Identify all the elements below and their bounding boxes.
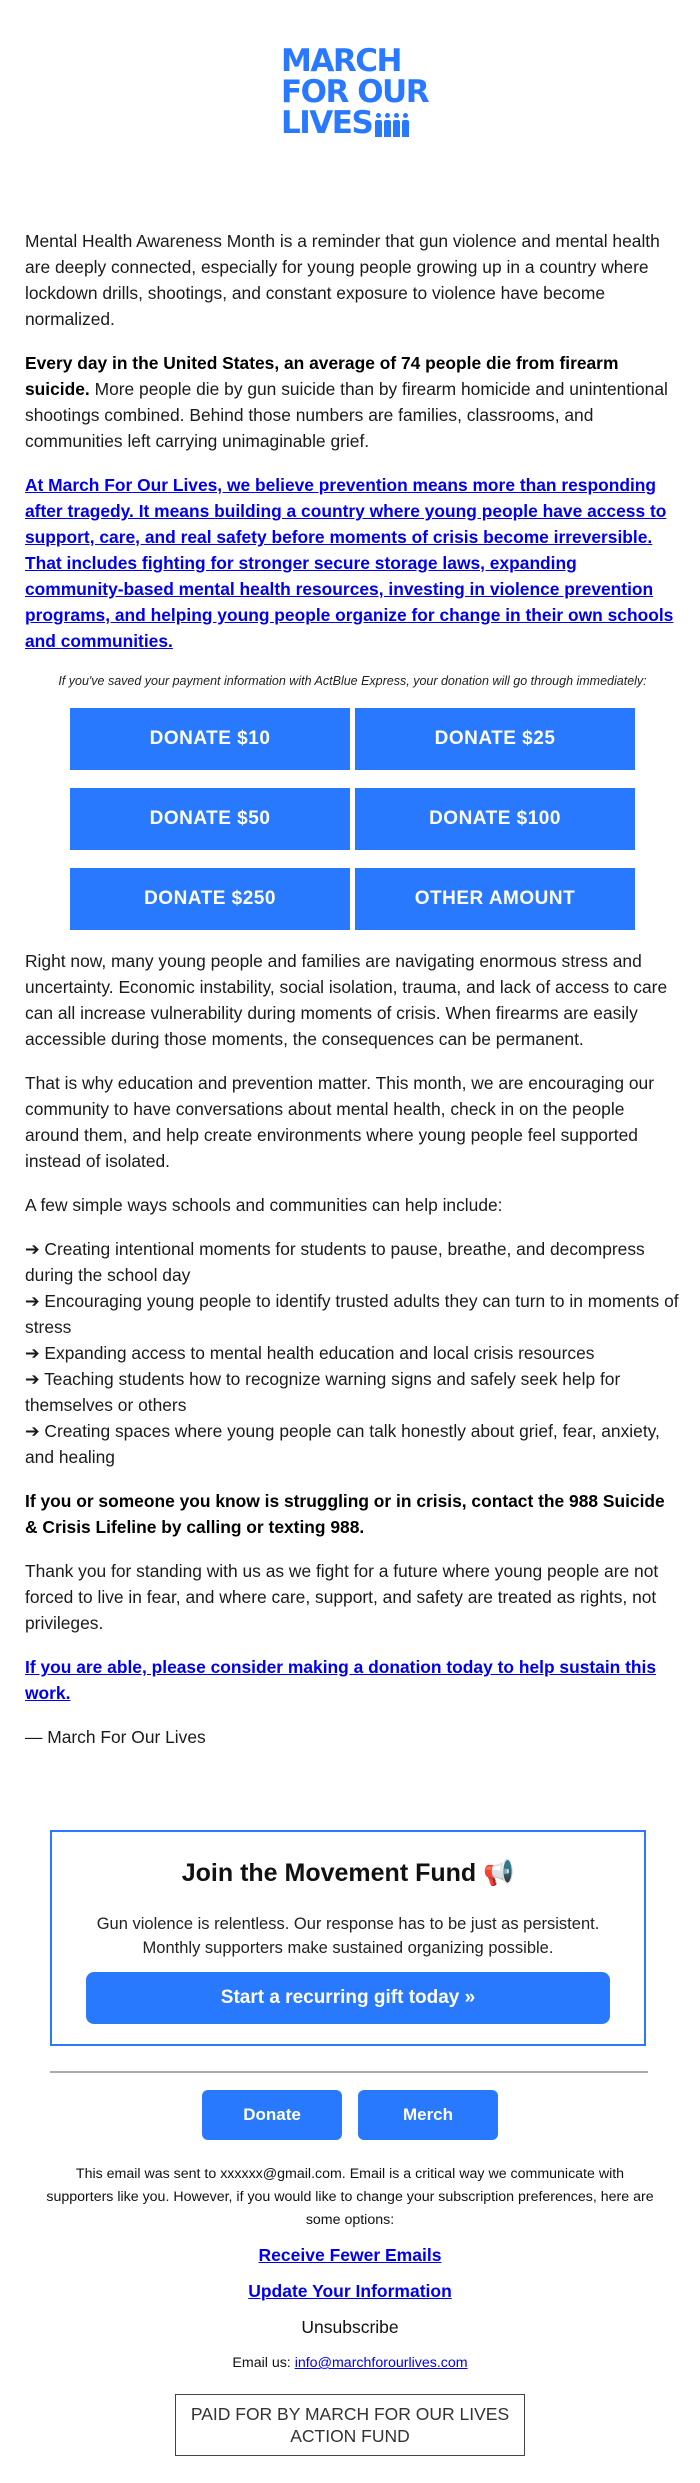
prevention-paragraph [25, 472, 680, 654]
statistic-rest: More people die by gun suicide than by firearm homicide and unintentional shootings combined. Behind those numbers are families, classrooms, and communities left carrying unimaginable grief. [25, 379, 668, 451]
logo-line-2: FOR OUR [281, 74, 429, 110]
footer-donate-button[interactable]: Donate [202, 2090, 342, 2140]
contact-email-link[interactable]: info@marchforourlives.com [294, 2355, 468, 2371]
donate-100-button[interactable]: DONATE $100 [355, 788, 635, 850]
logo-line-1: MARCH [281, 43, 401, 79]
contact-email-line [45, 2352, 655, 2375]
crisis-lifeline-paragraph: If you or someone you know is struggling or in crisis, contact the 988 Suicide & Crisis Lifeline by calling or texting 988. [25, 1491, 665, 1537]
donate-250-button[interactable]: DONATE $250 [70, 868, 350, 930]
thank-you-paragraph: Thank you for standing with us as we fight for a future where young people are not forced to live in fear, and where care, support, and safety are treated as rights, not privileges. [25, 1561, 659, 1633]
donate-appeal-link[interactable]: If you are able, please consider making a donation today to help sustain this work. [25, 1657, 657, 1703]
recurring-gift-button[interactable]: Start a recurring gift today » [86, 1972, 610, 2024]
statistic-paragraph [25, 350, 680, 454]
logo-line-3-text: LIVES [281, 105, 373, 141]
footer-buttons [0, 2090, 700, 2140]
intro-paragraph: Mental Health Awareness Month is a reminder that gun violence and mental health are deeply connected, especially for young people growing up in a country where lockdown drills, shootings, and constant exposure to violence have become normalized. [25, 231, 660, 329]
stress-paragraph: Right now, many young people and families are navigating enormous stress and uncertainty. Economic instability, social isolation, trauma, and lack of access to care can all increase vulnerability during moments of crisis. When firearms are easily accessible during those moments, the consequences can be permanent. [25, 951, 668, 1049]
actblue-note: If you've saved your payment information with ActBlue Express, your donation will go through immediately: [58, 674, 647, 688]
email-body [25, 228, 680, 1768]
footer-divider [50, 2071, 648, 2073]
update-information-link[interactable]: Update Your Information [248, 2281, 452, 2301]
ways-list [25, 1236, 680, 1470]
march-for-our-lives-logo[interactable] [281, 43, 429, 141]
list-item: ➔ Teaching students how to recognize warning signs and safely seek help for themselves or others [25, 1369, 621, 1415]
list-item: ➔ Expanding access to mental health education and local crisis resources [25, 1343, 595, 1363]
list-item: ➔ Encouraging young people to identify trusted adults they can turn to in moments of stress [25, 1291, 679, 1337]
paid-for-disclaimer: PAID FOR BY MARCH FOR OUR LIVES ACTION FUND [175, 2394, 525, 2456]
fund-title: Join the Movement Fund 📢 [181, 1859, 515, 1887]
unsubscribe-link[interactable]: Unsubscribe [301, 2317, 399, 2337]
donate-25-button[interactable]: DONATE $25 [355, 708, 635, 770]
donate-appeal-paragraph [25, 1654, 680, 1706]
fund-text-line-1: Gun violence is relentless. Our response has to be just as persistent. [96, 1915, 600, 1933]
email-label: Email us: [232, 2355, 295, 2371]
donate-50-button[interactable]: DONATE $50 [70, 788, 350, 850]
footer-merch-button[interactable]: Merch [358, 2090, 498, 2140]
list-item: ➔ Creating spaces where young people can talk honestly about grief, fear, anxiety, and healing [25, 1421, 660, 1467]
movement-fund-box [50, 1830, 646, 2046]
logo-line-3 [281, 105, 419, 141]
statistic-bold: Every day in the United States, an average of 74 people die from firearm suicide. [25, 353, 619, 399]
fund-description [52, 1912, 644, 1960]
people-figures-icon [375, 113, 409, 137]
prevention-link[interactable]: At March For Our Lives, we believe prevention means more than responding after tragedy. It means building a country where young people have access to support, care, and real safety before moments of crisis become irreversible. That includes fighting for stronger secure storage laws, expanding community-based mental health resources, investing in violence prevention programs, and helping young people organize for change in their own schools and communities. [25, 475, 674, 651]
subscription-notice: This email was sent to xxxxxx@gmail.com. Email is a critical way we communicate with supporters like you. However, if you would like to change your subscription preferences, here are some options: [46, 2166, 654, 2228]
education-paragraph: That is why education and prevention matter. This month, we are encouraging our community to have conversations about mental health, check in on the people around them, and help create environments where young people feel supported instead of isolated. [25, 1073, 655, 1171]
ways-intro-paragraph: A few simple ways schools and communities can help include: [25, 1195, 503, 1215]
other-amount-button[interactable]: OTHER AMOUNT [355, 868, 635, 930]
logo-container [0, 43, 700, 141]
signoff: — March For Our Lives [25, 1727, 206, 1747]
receive-fewer-emails-link[interactable]: Receive Fewer Emails [258, 2245, 442, 2265]
donate-button-grid [25, 708, 680, 930]
fund-text-line-2: Monthly supporters make sustained organizing possible. [142, 1939, 554, 1957]
list-item: ➔ Creating intentional moments for students to pause, breathe, and decompress during the school day [25, 1239, 645, 1285]
donate-10-button[interactable]: DONATE $10 [70, 708, 350, 770]
footer [45, 2163, 655, 2375]
